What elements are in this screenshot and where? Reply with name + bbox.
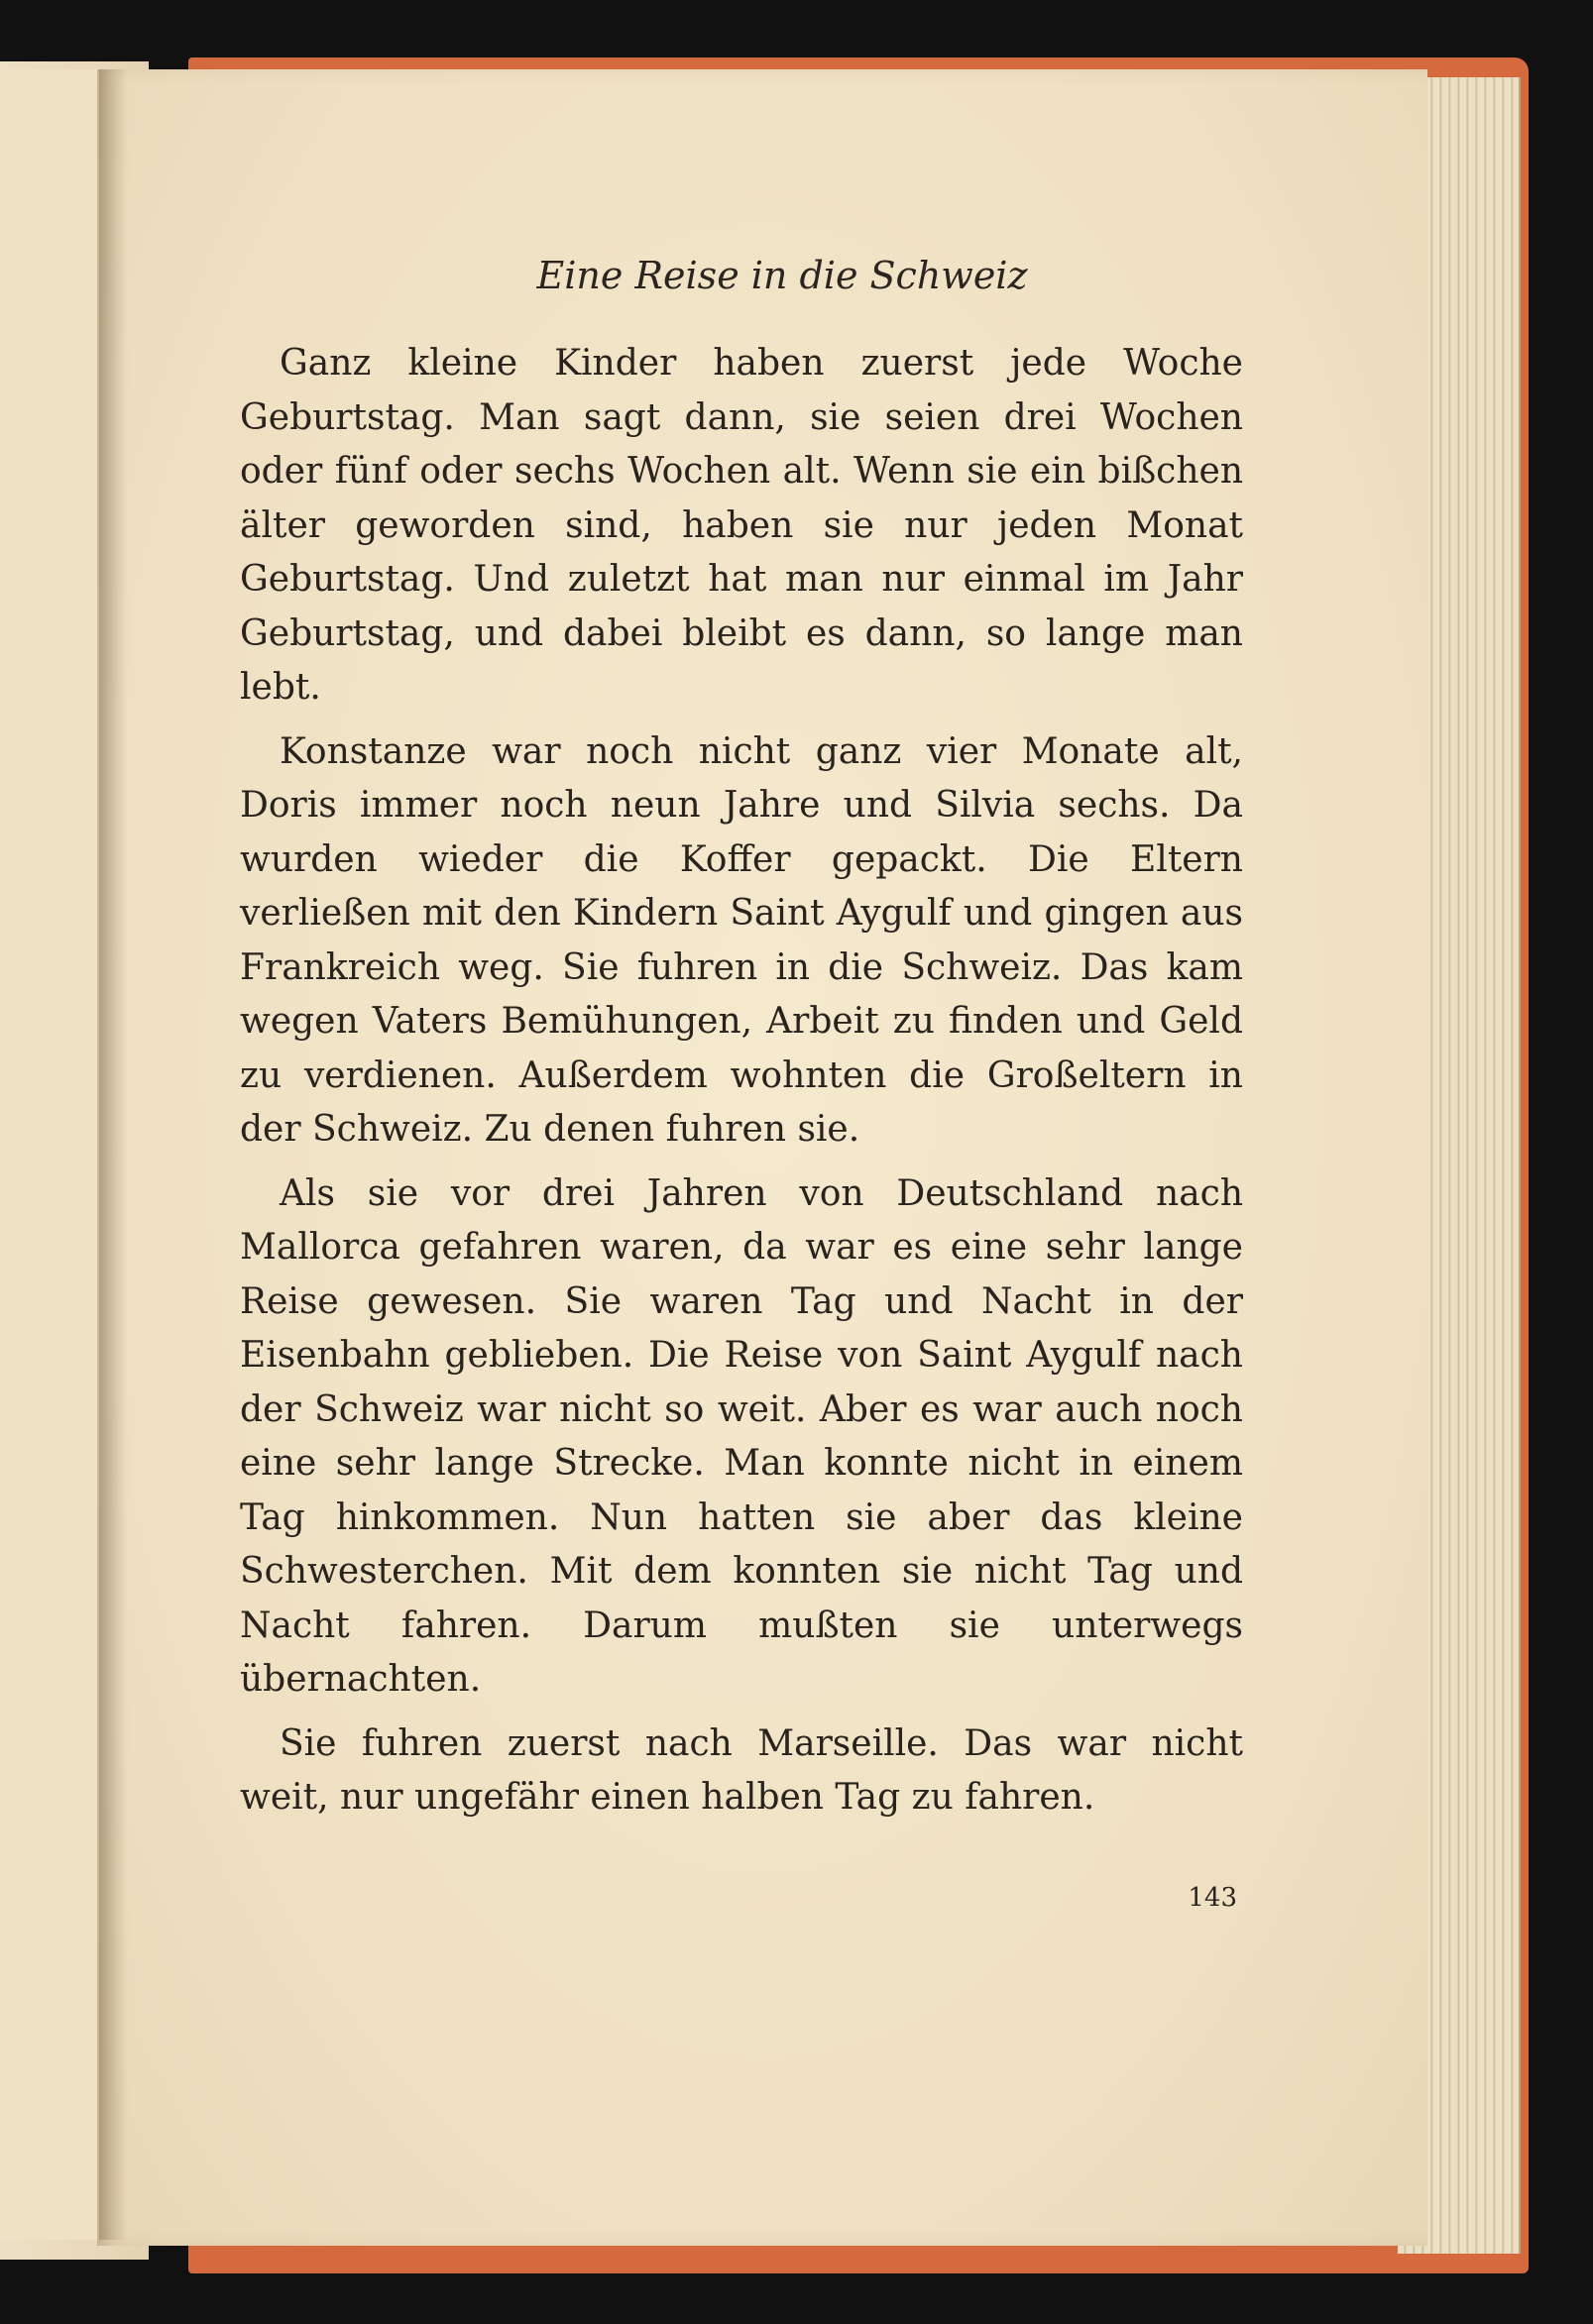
running-header: Eine Reise in die Schweiz	[536, 254, 1028, 297]
spine-shadow	[99, 69, 127, 2240]
book-page	[97, 69, 1427, 2246]
paragraph: Sie fuhren zuerst nach Marseille. Das war nicht weit, nur ungefähr einen halben Tag zu fahren.	[240, 1722, 1243, 1818]
body-text	[240, 337, 1243, 1835]
page-number: 143	[1188, 1883, 1237, 1913]
paragraph: Als sie vor drei Jahren von Deutschland nach Mallorca gefahren waren, da war es eine sehr lange Reise gewesen. Sie waren Tag und Nacht in der Eisenbahn geblieben. Die Reise von Saint Aygulf nach der Schweiz war nicht so weit. Aber es war auch noch eine sehr lange Strecke. Man konnte nicht in einem Tag hinkommen. Nun hatten sie aber das kleine Schwesterchen. Mit dem konnten sie nicht Tag und Nacht fahren. Darum mußten sie unterwegs übernachten.	[240, 1172, 1243, 1700]
left-page-margin	[0, 69, 113, 2240]
paragraph: Konstanze war noch nicht ganz vier Monate alt, Doris immer noch neun Jahre und Silvia sechs. Da wurden wieder die Koffer gepackt. Die Eltern verließen mit den Kindern Saint Aygulf und gingen aus Frankreich weg. Sie fuhren in die Schweiz. Das kam wegen Vaters Bemühungen, Arbeit zu finden und Geld zu verdienen. Außerdem wohnten die Großeltern in der Schweiz. Zu denen fuhren sie.	[240, 730, 1243, 1150]
paragraph: Ganz kleine Kinder haben zuerst jede Woche Geburtstag. Man sagt dann, sie seien drei Wochen oder fünf oder sechs Wochen alt. Wenn sie ein bißchen älter geworden sind, haben sie nur jeden Monat Geburtstag. Und zuletzt hat man nur einmal im Jahr Geburtstag, und dabei bleibt es dann, so lange man lebt.	[240, 343, 1243, 708]
